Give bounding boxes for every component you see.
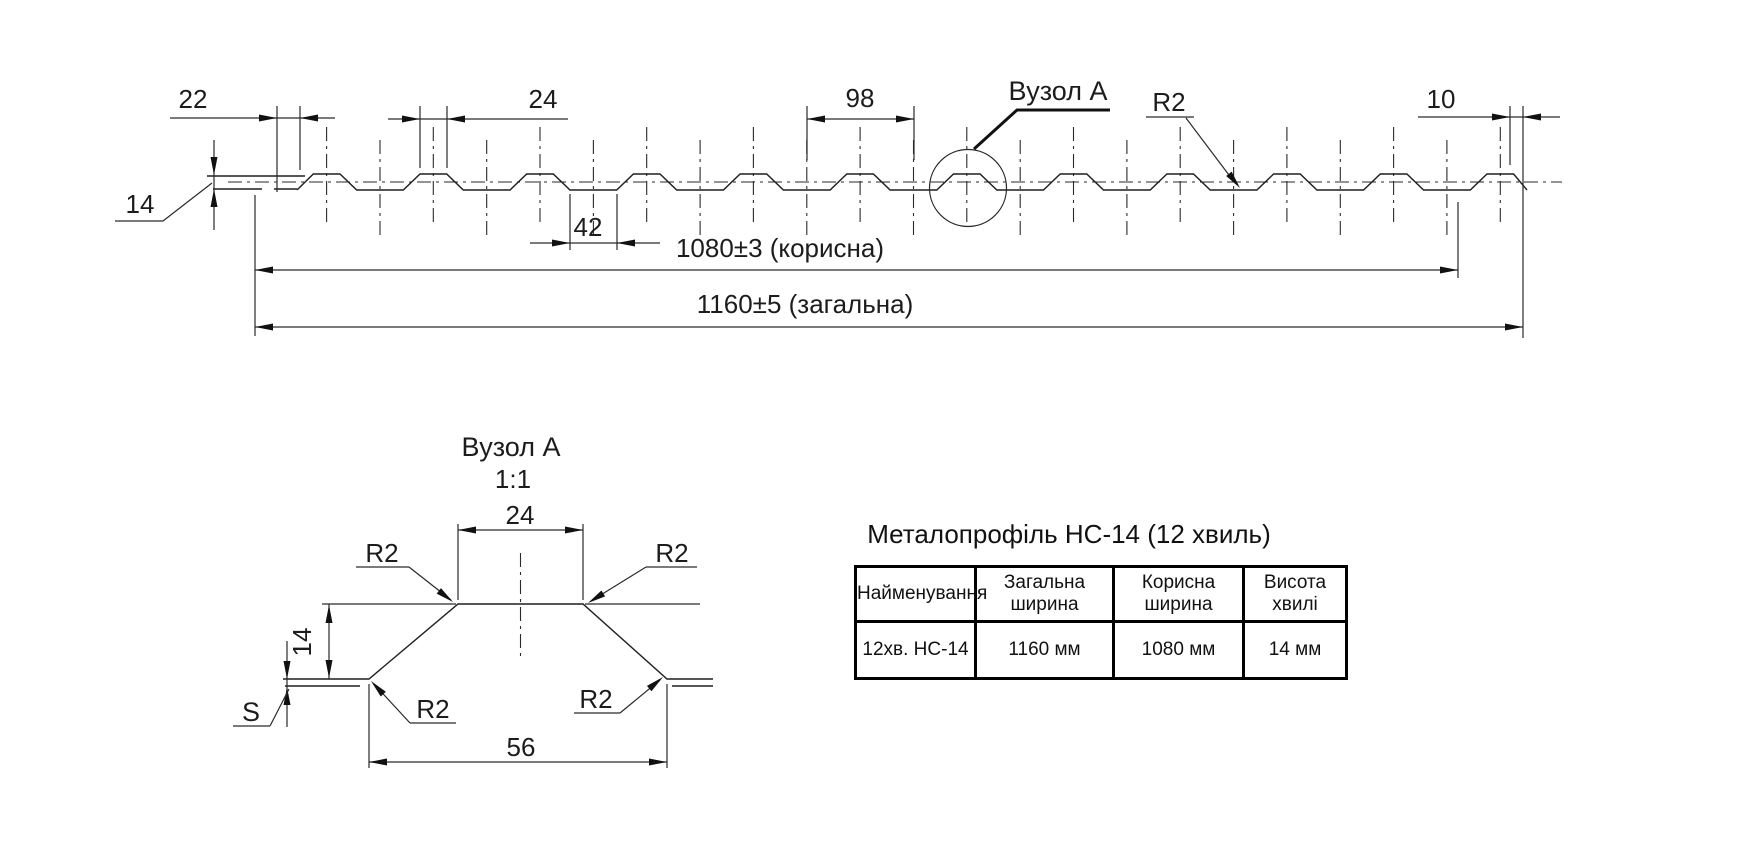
dim-22-label: 22 (178, 84, 208, 114)
detail-scale-label: 1:1 (494, 464, 532, 494)
dim-total-width-label: 1160±5 (загальна) (696, 289, 914, 319)
detail-dim-24-label: 24 (505, 500, 535, 530)
detail-extension-lines (287, 524, 700, 768)
detail-dimension-lines (369, 530, 667, 762)
spec-value-name: 12хв. НС-14 (856, 622, 976, 679)
detail-thickness-label: S (241, 697, 261, 727)
spec-header-name: Найменування (856, 567, 976, 622)
spec-value-total-width: 1160 мм (976, 622, 1114, 679)
dim-98-label: 98 (845, 83, 875, 113)
detail-r2-top-right-label: R2 (655, 538, 689, 568)
detail-title: Вузол А (461, 432, 561, 462)
spec-value-useful-width: 1080 мм (1114, 622, 1244, 679)
spec-table-header-row (856, 567, 1347, 622)
spec-table-data-row (856, 622, 1347, 679)
dim-useful-width-label: 1080±3 (корисна) (675, 233, 885, 263)
spec-header-wave-height: Висота хвилі (1244, 567, 1347, 622)
spec-title: Металопрофіль НС-14 (12 хвиль) (867, 519, 1271, 549)
spec-header-useful-width: Корисна ширина (1114, 567, 1244, 622)
detail-r2-top-left-label: R2 (365, 538, 399, 568)
r2-label-top-view: R2 (1152, 87, 1186, 117)
dim-10-label: 10 (1426, 84, 1456, 114)
dim-24-label: 24 (528, 84, 558, 114)
spec-table (854, 565, 1348, 680)
detail-profile-outline (283, 604, 713, 686)
detail-r2-bottom-left-label: R2 (416, 694, 450, 724)
detail-dim-14-label: 14 (287, 627, 317, 657)
spec-header-total-width: Загальна ширина (976, 567, 1114, 622)
dim-14-label: 14 (125, 189, 155, 219)
node-a-label: Вузол А (1008, 76, 1108, 106)
detail-r2-bottom-right-label: R2 (579, 684, 613, 714)
dim-42-label: 42 (573, 212, 603, 242)
detail-arrows (284, 527, 668, 766)
spec-value-wave-height: 14 мм (1244, 622, 1347, 679)
detail-dim-56-label: 56 (506, 732, 536, 762)
